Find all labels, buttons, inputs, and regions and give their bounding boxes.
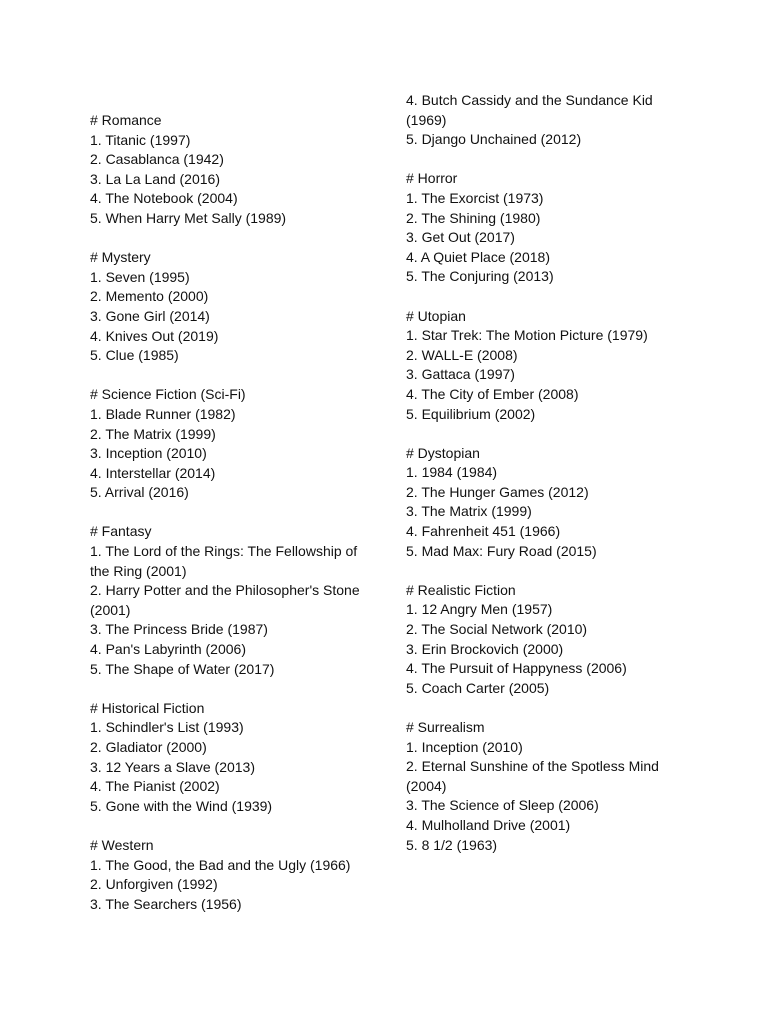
- movie-list-item: 4. Interstellar (2014): [90, 464, 216, 481]
- movie-list-item: 4. The Pianist (2002): [90, 778, 220, 795]
- movie-list-item: 1. Schindler's List (1993): [90, 719, 244, 736]
- movie-list-item: 2. The Matrix (1999): [90, 425, 216, 442]
- movie-list-item: 5. When Harry Met Sally (1989): [90, 209, 287, 226]
- movie-list-item: 3. 12 Years a Slave (2013): [90, 758, 256, 775]
- movie-list-item: 3. Gone Girl (2014): [90, 307, 210, 324]
- movie-list-item: 3. The Science of Sleep (2006): [406, 797, 599, 814]
- movie-list-item: 4. Pan's Labyrinth (2006): [90, 641, 246, 658]
- movie-list-item: 2. Casablanca (1942): [90, 151, 224, 168]
- movie-list-item: 1. The Good, the Bad and the Ugly (1966): [90, 856, 351, 873]
- movie-list-item: 3. The Searchers (1956): [90, 895, 242, 912]
- genre-section-realistic-fiction: [406, 581, 696, 699]
- genre-heading: # Horror: [406, 170, 458, 187]
- movie-list-item: 2. The Shining (1980): [406, 209, 541, 226]
- movie-list-item: 1. Inception (2010): [406, 738, 523, 755]
- genre-heading: # Science Fiction (Sci-Fi): [90, 386, 246, 403]
- movie-list-item: 2. Eternal Sunshine of the Spotless Mind (2004): [406, 758, 659, 794]
- movie-list-item: 4. A Quiet Place (2018): [406, 248, 550, 265]
- movie-list-item: 2. The Hunger Games (2012): [406, 483, 589, 500]
- movie-list-item: 1. 12 Angry Men (1957): [406, 601, 553, 618]
- movie-list-item: 4. Knives Out (2019): [90, 327, 219, 344]
- movie-list-item: 3. Erin Brockovich (2000): [406, 640, 564, 657]
- movie-list-item: 1. Blade Runner (1982): [90, 405, 236, 422]
- movie-list-item: 1. Star Trek: The Motion Picture (1979): [406, 327, 648, 344]
- genre-section-science-fiction-sci-fi: [90, 385, 380, 503]
- movie-list-item: 4. The Pursuit of Happyness (2006): [406, 660, 627, 677]
- genre-section-romance: [90, 111, 380, 229]
- movie-list-item: 3. Inception (2010): [90, 445, 207, 462]
- movie-list-item: 2. WALL-E (2008): [406, 346, 518, 363]
- genre-section-horror: [406, 169, 696, 287]
- movie-list-item: 1. 1984 (1984): [406, 464, 498, 481]
- movie-list-item: 3. The Matrix (1999): [406, 503, 532, 520]
- movie-list-item: 2. Unforgiven (1992): [90, 876, 218, 893]
- genre-section-surrealism: [406, 718, 696, 855]
- genre-section-continued: [406, 91, 696, 150]
- movie-list-item: 5. The Conjuring (2013): [406, 268, 554, 285]
- left-column: [90, 111, 380, 934]
- movie-list-item: 5. 8 1/2 (1963): [406, 836, 498, 853]
- movie-list-item: 5. Equilibrium (2002): [406, 405, 536, 422]
- genre-heading: # Fantasy: [90, 523, 152, 540]
- movie-list-item: 4. Butch Cassidy and the Sundance Kid (1969): [406, 92, 653, 128]
- genre-heading: # Historical Fiction: [90, 699, 205, 716]
- movie-list-item: 5. Django Unchained (2012): [406, 131, 582, 148]
- genre-section-historical-fiction: [90, 699, 380, 817]
- movie-list-item: 4. Fahrenheit 451 (1966): [406, 523, 561, 540]
- genre-heading: # Dystopian: [406, 444, 480, 461]
- genre-heading: # Realistic Fiction: [406, 581, 516, 598]
- movie-list-item: 1. Titanic (1997): [90, 131, 191, 148]
- movie-list-item: 5. Coach Carter (2005): [406, 679, 550, 696]
- genre-section-western: [90, 836, 380, 914]
- movie-list-item: 2. Memento (2000): [90, 288, 209, 305]
- movie-list-item: 1. Seven (1995): [90, 268, 190, 285]
- movie-list-item: 4. The City of Ember (2008): [406, 385, 579, 402]
- movie-list-item: 2. Gladiator (2000): [90, 739, 207, 755]
- genre-heading: # Mystery: [90, 249, 151, 266]
- movie-list-item: 3. Gattaca (1997): [406, 366, 515, 383]
- movie-list-item: 5. Arrival (2016): [90, 484, 189, 501]
- movie-list-item: 4. Mulholland Drive (2001): [406, 816, 571, 833]
- movie-list-item: 5. Gone with the Wind (1939): [90, 797, 273, 814]
- movie-list-item: 4. The Notebook (2004): [90, 190, 238, 207]
- genre-section-dystopian: [406, 444, 696, 562]
- movie-list-item: 1. The Lord of the Rings: The Fellowship of the Ring (2001): [90, 543, 358, 579]
- genre-section-utopian: [406, 307, 696, 425]
- movie-list-item: 3. La La Land (2016): [90, 170, 220, 187]
- movie-list-item: 1. The Exorcist (1973): [406, 189, 544, 206]
- right-column: [406, 91, 696, 875]
- genre-heading: # Surrealism: [406, 719, 485, 735]
- genre-heading: # Western: [90, 836, 154, 853]
- movie-list-item: 3. Get Out (2017): [406, 229, 515, 246]
- genre-heading: # Romance: [90, 112, 162, 128]
- movie-list-item: 5. Clue (1985): [90, 347, 179, 364]
- genre-section-mystery: [90, 248, 380, 366]
- movie-list-item: 2. Harry Potter and the Philosopher's Stone (2001): [90, 582, 360, 618]
- genre-heading: # Utopian: [406, 307, 466, 324]
- genre-section-fantasy: [90, 522, 380, 679]
- movie-list-item: 5. The Shape of Water (2017): [90, 660, 275, 677]
- movie-list-item: 3. The Princess Bride (1987): [90, 621, 268, 638]
- movie-list-item: 2. The Social Network (2010): [406, 621, 588, 638]
- movie-list-item: 5. Mad Max: Fury Road (2015): [406, 542, 597, 559]
